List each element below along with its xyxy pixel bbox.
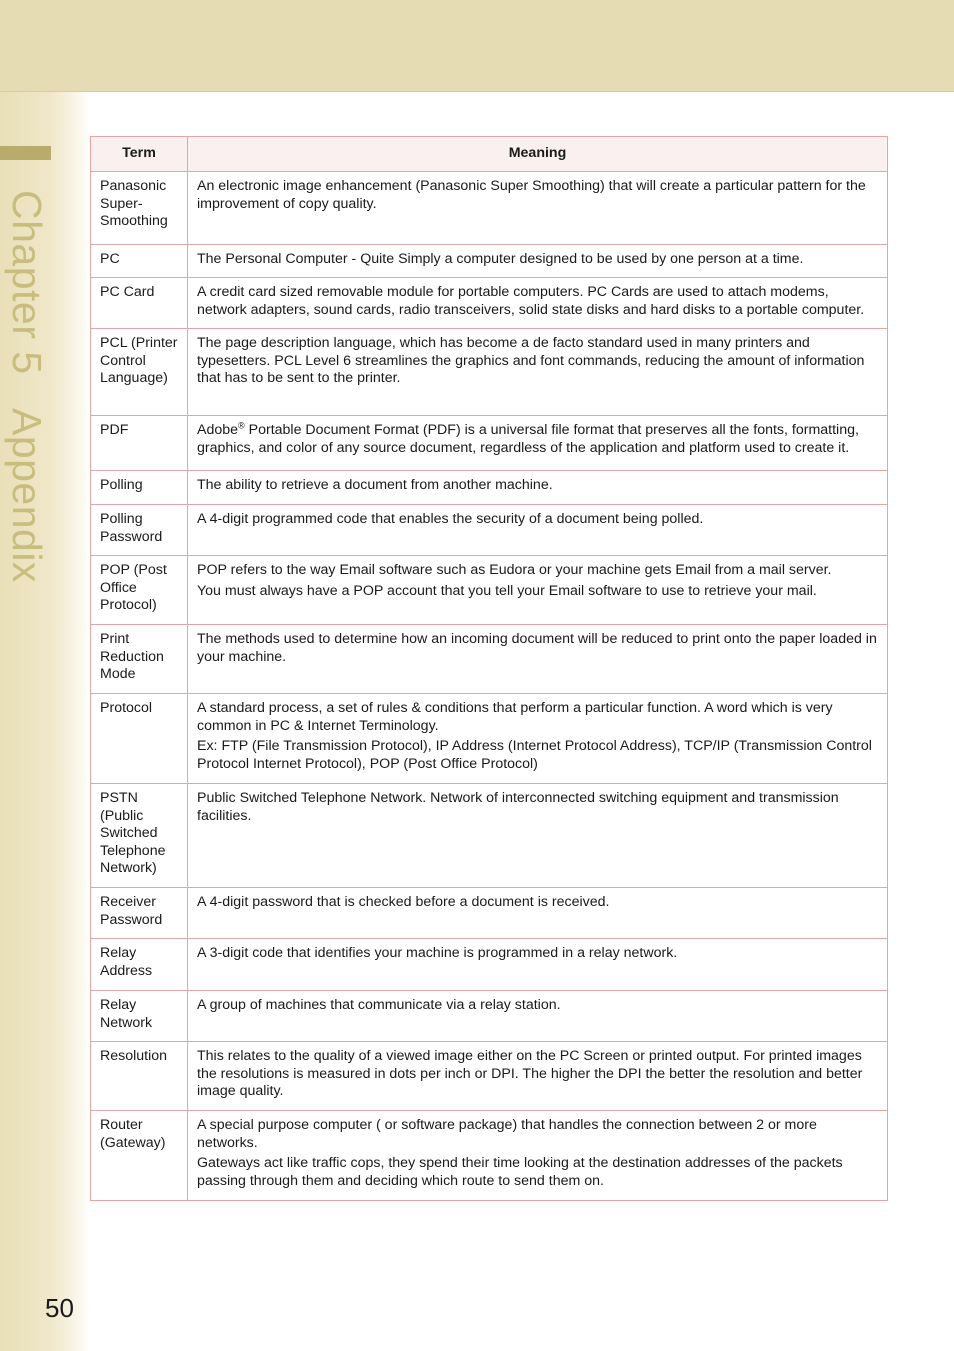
meaning-text	[197, 422, 879, 457]
term-cell: PDF	[91, 416, 188, 471]
table-row	[91, 991, 888, 1042]
term-cell: Relay Address	[91, 939, 188, 991]
meaning-text: A credit card sized removable module for portable computers. PC Cards are used to attach modems, network adapters, sound cards, radio transceivers, solid state disks and hard disks to a portable computer.	[197, 284, 865, 318]
table-row	[91, 888, 888, 939]
meaning-cell	[188, 1111, 888, 1201]
chapter-label: Chapter 5 Appendix	[4, 190, 50, 583]
meaning-cell	[188, 278, 888, 329]
term-cell: Panasonic Super-Smoothing	[91, 172, 188, 245]
meaning-text: A standard process, a set of rules & conditions that perform a particular function. A word which is very common in PC & Internet Terminology.	[197, 700, 833, 734]
meaning-text: The Personal Computer - Quite Simply a computer designed to be used by one person at a time.	[197, 251, 804, 267]
meaning-cell	[188, 416, 888, 471]
meaning-text: An electronic image enhancement (Panasonic Super Smoothing) that will create a particular pattern for the improvement of copy quality.	[197, 178, 866, 212]
table-row	[91, 505, 888, 556]
term-cell: Router (Gateway)	[91, 1111, 188, 1201]
meaning-cell	[188, 556, 888, 625]
table-row	[91, 1111, 888, 1201]
meaning-cell	[188, 625, 888, 694]
term-cell: PCL (Printer Control Language)	[91, 329, 188, 416]
term-cell: Polling Password	[91, 505, 188, 556]
meaning-cell	[188, 888, 888, 939]
meaning-body: Portable Document Format (PDF) is a universal file format that preserves all the fonts, formatting, graphics, and color of any source document, regardless of the application and platform used to create it.	[197, 422, 859, 456]
meaning-text: A group of machines that communicate via a relay station.	[197, 997, 561, 1013]
table-row	[91, 172, 888, 245]
term-cell: Polling	[91, 471, 188, 505]
meaning-text: Public Switched Telephone Network. Network of interconnected switching equipment and transmission facilities.	[197, 790, 839, 824]
meaning-text: A 4-digit programmed code that enables the security of a document being polled.	[197, 511, 704, 527]
meaning-cell	[188, 245, 888, 278]
meaning-text: Ex: FTP (File Transmission Protocol), IP Address (Internet Protocol Address), TCP/IP (Transmission Control Protocol Internet Protocol), POP (Post Office Protocol)	[197, 738, 872, 772]
meaning-cell	[188, 784, 888, 888]
meaning-text: The methods used to determine how an incoming document will be reduced to print onto the paper loaded in your machine.	[197, 631, 877, 665]
glossary-table	[90, 136, 888, 1201]
meaning-cell	[188, 991, 888, 1042]
meaning-text: The ability to retrieve a document from another machine.	[197, 477, 553, 493]
chapter-marker-bar	[0, 146, 51, 160]
meaning-text: POP refers to the way Email software such as Eudora or your machine gets Email from a mail server.	[197, 562, 832, 578]
table-row	[91, 329, 888, 416]
header-band	[0, 0, 954, 92]
table-row	[91, 416, 888, 471]
page-number: 50	[45, 1293, 74, 1323]
table-row	[91, 625, 888, 694]
meaning-cell	[188, 939, 888, 991]
meaning-cell	[188, 1042, 888, 1111]
meaning-text: A special purpose computer ( or software package) that handles the connection between 2 or more networks.	[197, 1117, 817, 1151]
term-cell: Resolution	[91, 1042, 188, 1111]
meaning-cell	[188, 694, 888, 784]
table-row	[91, 939, 888, 991]
table-header-row	[91, 137, 888, 172]
table-row	[91, 784, 888, 888]
meaning-text: This relates to the quality of a viewed image either on the PC Screen or printed output. For printed images the resolutions is measured in dots per inch or DPI. The higher the DPI the better the resolution and better image quality.	[197, 1048, 863, 1100]
registered-mark: ®	[238, 420, 245, 431]
term-cell: PSTN (Public Switched Telephone Network)	[91, 784, 188, 888]
table-row	[91, 556, 888, 625]
meaning-cell	[188, 172, 888, 245]
header-meaning: Meaning	[188, 137, 888, 172]
term-cell: Print Reduction Mode	[91, 625, 188, 694]
term-cell: Receiver Password	[91, 888, 188, 939]
term-cell: POP (Post Office Protocol)	[91, 556, 188, 625]
header-term: Term	[91, 137, 188, 172]
meaning-text: A 3-digit code that identifies your machine is programmed in a relay network.	[197, 945, 678, 961]
meaning-text: Gateways act like traffic cops, they spend their time looking at the destination addresses of the packets passing through them and deciding which route to send them on.	[197, 1155, 843, 1189]
meaning-cell	[188, 505, 888, 556]
table-row	[91, 471, 888, 505]
term-cell: PC	[91, 245, 188, 278]
term-cell: PC Card	[91, 278, 188, 329]
term-cell: Relay Network	[91, 991, 188, 1042]
table-row	[91, 694, 888, 784]
meaning-text: You must always have a POP account that you tell your Email software to use to retrieve your mail.	[197, 582, 817, 599]
table-row	[91, 278, 888, 329]
table-row	[91, 245, 888, 278]
meaning-text: A 4-digit password that is checked before a document is received.	[197, 894, 610, 910]
term-cell: Protocol	[91, 694, 188, 784]
meaning-text: The page description language, which has become a de facto standard used in many printers and typesetters. PCL Level 6 streamlines the graphics and font commands, reducing the amount of information that has to be sent to the printer.	[197, 335, 865, 387]
meaning-cell	[188, 329, 888, 416]
meaning-prefix: Adobe	[197, 422, 239, 438]
meaning-cell	[188, 471, 888, 505]
table-row	[91, 1042, 888, 1111]
